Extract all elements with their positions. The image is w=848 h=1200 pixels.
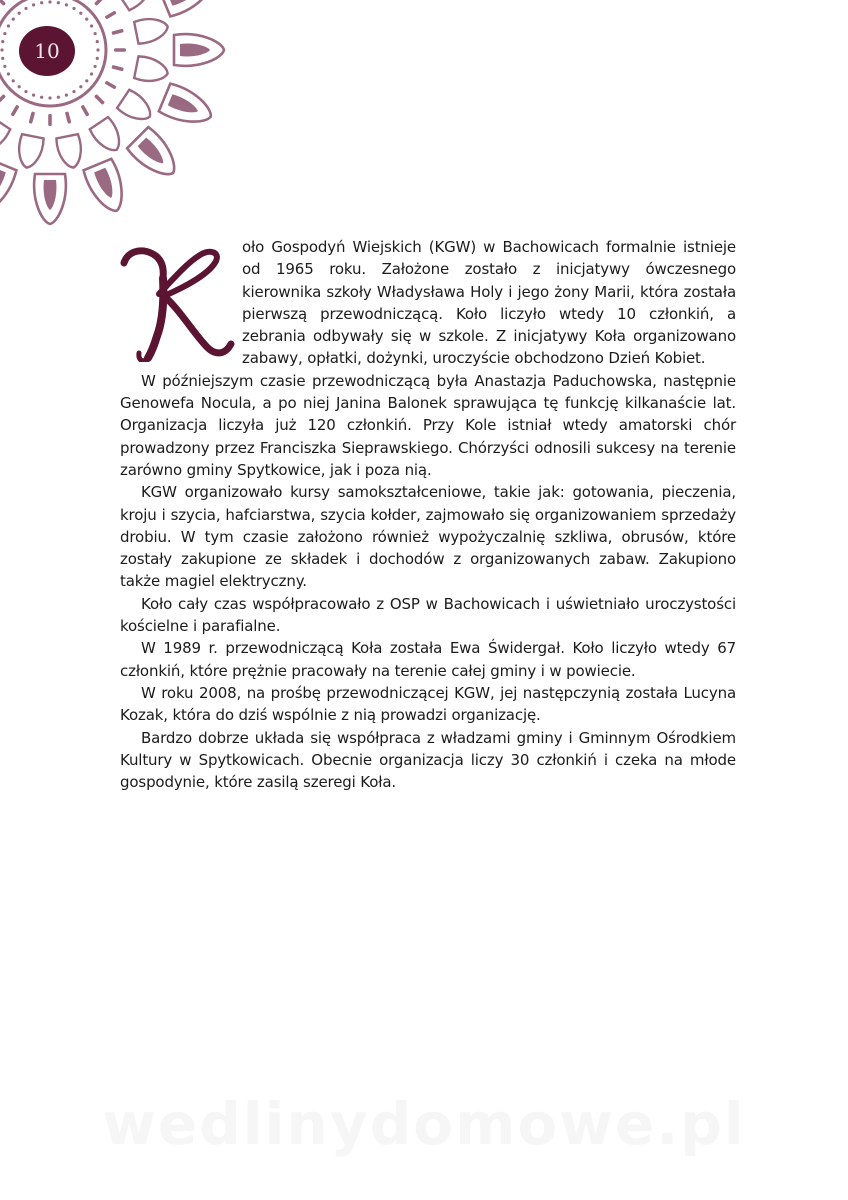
inner-ring-dot — [79, 12, 82, 15]
middle-petal-shape — [117, 89, 157, 126]
inner-ring-dot — [85, 79, 88, 82]
middle-petal — [15, 134, 44, 170]
inner-ring-dot — [72, 7, 75, 10]
outer-petal-core — [180, 44, 210, 57]
inner-ring-dot — [7, 24, 10, 27]
outer-petal-core — [44, 180, 57, 210]
page-number: 10 — [34, 39, 60, 63]
inner-dash — [105, 80, 117, 89]
middle-petal — [117, 89, 157, 126]
inner-ring-dot — [32, 3, 35, 6]
middle-petal — [56, 134, 85, 170]
page-number-badge — [19, 26, 75, 76]
inner-dash — [0, 0, 6, 6]
paragraph-1: oło Gospodyń Wiejskich (KGW) w Bachowicach formalnie istnieje od 1965 roku. Założone zostało z inicjatywy ówczesnego kierownika szkoły Władysława Holy i jego żony Marii, która została pierwszą przewodniczącą. Koło liczyło wtedy 10 członkiń, a zebrania odbywały się w szkole. Z inicjatywy Koła organizowano zabawy, opłatki, dożynki, uroczyście obchodzono Dzień Kobiet. — [242, 238, 736, 368]
inner-ring-dot — [94, 65, 97, 68]
inner-ring-dot — [96, 57, 99, 60]
inner-ring-dot — [72, 90, 75, 93]
outer-petal — [126, 126, 184, 184]
inner-ring-dot — [3, 65, 6, 68]
inner-ring-dot — [96, 40, 99, 43]
inner-dash — [80, 105, 89, 117]
inner-dash — [29, 111, 36, 124]
inner-ring-dot — [48, 0, 51, 3]
inner-ring-dot — [85, 18, 88, 21]
inner-ring-dot — [7, 72, 10, 75]
inner-dash — [105, 10, 117, 19]
inner-ring-dot — [0, 48, 3, 51]
middle-petal-shape — [134, 56, 170, 85]
inner-dash — [114, 48, 126, 52]
article-body — [120, 236, 736, 793]
inner-ring-dot — [57, 1, 60, 4]
drop-cap-text: K — [120, 236, 121, 237]
middle-petal-shape — [0, 117, 11, 157]
outer-petal-shape — [158, 0, 216, 17]
middle-petal-shape — [15, 134, 44, 170]
outer-petal — [0, 158, 17, 216]
middle-petal — [0, 117, 11, 157]
inner-ring-dot — [1, 57, 4, 60]
paragraph-3: KGW organizowało kursy samokształceniowe, takie jak: gotowania, pieczenia, kroju i szycia, hafciarstwa, szycia kołder, zajmowało się organizowaniem sprzedaży drobiu. W tym czasie założono również wypożyczalnię szkliwa, obrusów, które zostały zakupione ze składek i dochodów z organizowanych zabaw. Zakupiono także magiel elektryczny. — [120, 483, 736, 591]
inner-ring-dot — [96, 48, 99, 51]
middle-petal — [117, 0, 157, 11]
inner-dash — [10, 105, 19, 117]
inner-ring-dot — [65, 3, 68, 6]
middle-petal-shape — [89, 117, 126, 157]
paragraph-7: Bardzo dobrze układa się współpraca z władzami gminy i Gminnym Ośrodkiem Kultury w Spytkowicach. Obecnie organizacja liczy 30 członkiń i czeka na młode gospodynie, które zasilą szeregi Koła. — [120, 728, 736, 792]
inner-ring-dot — [12, 79, 15, 82]
inner-ring-dot — [24, 90, 27, 93]
inner-ring-dot — [90, 24, 93, 27]
inner-dash — [48, 114, 52, 126]
paragraph-4: Koło cały czas współpracowało z OSP w Bachowicach i uświetniało uroczystości kościelne i parafialne. — [120, 594, 736, 636]
inner-ring-dot — [65, 94, 68, 97]
inner-ring-dot — [32, 94, 35, 97]
middle-petal — [134, 56, 170, 85]
paragraph-5: W 1989 r. przewodniczącą Koła została Ewa Świdergał. Koło liczyło wtedy 67 członkiń, które prężnie pracowały na terenie całej gminy i w powiecie. — [120, 639, 736, 680]
inner-dash — [94, 0, 105, 6]
middle-petal-shape — [56, 134, 85, 170]
outer-petal-shape — [0, 158, 17, 216]
watermark-text: wedlinydomowe.pl — [102, 1090, 746, 1158]
inner-ring-dot — [40, 1, 43, 4]
outer-petal — [158, 83, 216, 131]
outer-petal-core — [168, 94, 201, 117]
inner-dash — [94, 94, 105, 105]
inner-dash — [111, 65, 124, 72]
outer-petal-core — [94, 168, 117, 201]
paragraph-6: W roku 2008, na prośbę przewodniczącej KGW, jej następczynią została Lucyna Kozak, która do dziś wspólnie z nią prowadzi organizację. — [120, 683, 736, 725]
outer-petal — [34, 174, 66, 224]
inner-ring-dot — [79, 85, 82, 88]
inner-ring-dot — [48, 96, 51, 99]
inner-dash — [0, 94, 6, 105]
inner-ring-dot — [94, 32, 97, 35]
inner-ring-dot — [12, 18, 15, 21]
middle-petal — [89, 117, 126, 157]
outer-petal — [83, 158, 131, 216]
middle-petal-shape — [117, 0, 157, 11]
inner-dash — [65, 111, 72, 124]
middle-petal — [134, 15, 170, 44]
outer-petal — [158, 0, 216, 17]
inner-dash — [111, 29, 124, 36]
outer-petal — [174, 34, 224, 66]
inner-ring-dot — [24, 7, 27, 10]
paragraph-2: W późniejszym czasie przewodniczącą była Anastazja Paduchowska, następnie Genowefa Nocula, a po niej Janina Balonek sprawująca tę funkcję kilkanaście lat. Organizacja liczyła już 120 członkiń. Przy Kole istniał wtedy amatorski chór prowadzony przez Franciszka Sieprawskiego. Chórzyści odnosili sukcesy na terenie zarówno gminy Spytkowice, jak i poza nią. — [120, 371, 736, 479]
drop-cap-letter-k — [120, 236, 238, 362]
inner-ring-dot — [1, 40, 4, 43]
inner-ring-dot — [57, 96, 60, 99]
inner-ring-dot — [18, 85, 21, 88]
inner-ring-dot — [90, 72, 93, 75]
middle-petal-shape — [134, 15, 170, 44]
inner-ring-dot — [18, 12, 21, 15]
inner-ring-dot — [3, 32, 6, 35]
inner-ring-dot — [40, 96, 43, 99]
